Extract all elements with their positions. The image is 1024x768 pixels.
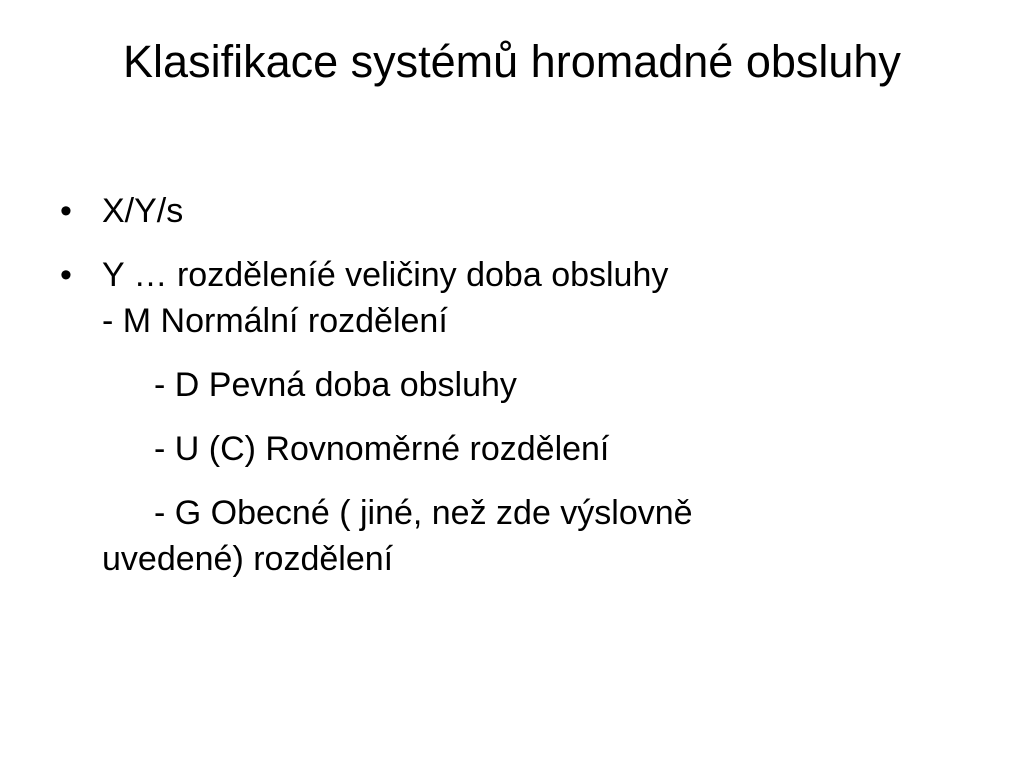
- bullet-item: [60, 188, 960, 234]
- bullet-marker: •: [60, 192, 72, 230]
- sub-item-text: - G Obecné ( jiné, než zde výslovně: [154, 494, 693, 532]
- bullet-item: [60, 252, 960, 582]
- sub-item-text-continuation: uvedené) rozdělení: [102, 540, 394, 578]
- sub-item-text: - U (C) Rovnoměrné rozdělení: [154, 430, 610, 468]
- slide-title: Klasifikace systémů hromadné obsluhy: [123, 36, 901, 87]
- bullet-text: X/Y/s: [102, 192, 184, 230]
- sub-item-text: - M Normální rozdělení: [102, 302, 448, 340]
- slide-body: [60, 188, 960, 600]
- sub-item-text: - D Pevná doba obsluhy: [154, 366, 517, 404]
- bullet-text: Y … rozdělení​é veličiny doba obsluhy: [102, 256, 669, 294]
- bullet-marker: •: [60, 256, 72, 294]
